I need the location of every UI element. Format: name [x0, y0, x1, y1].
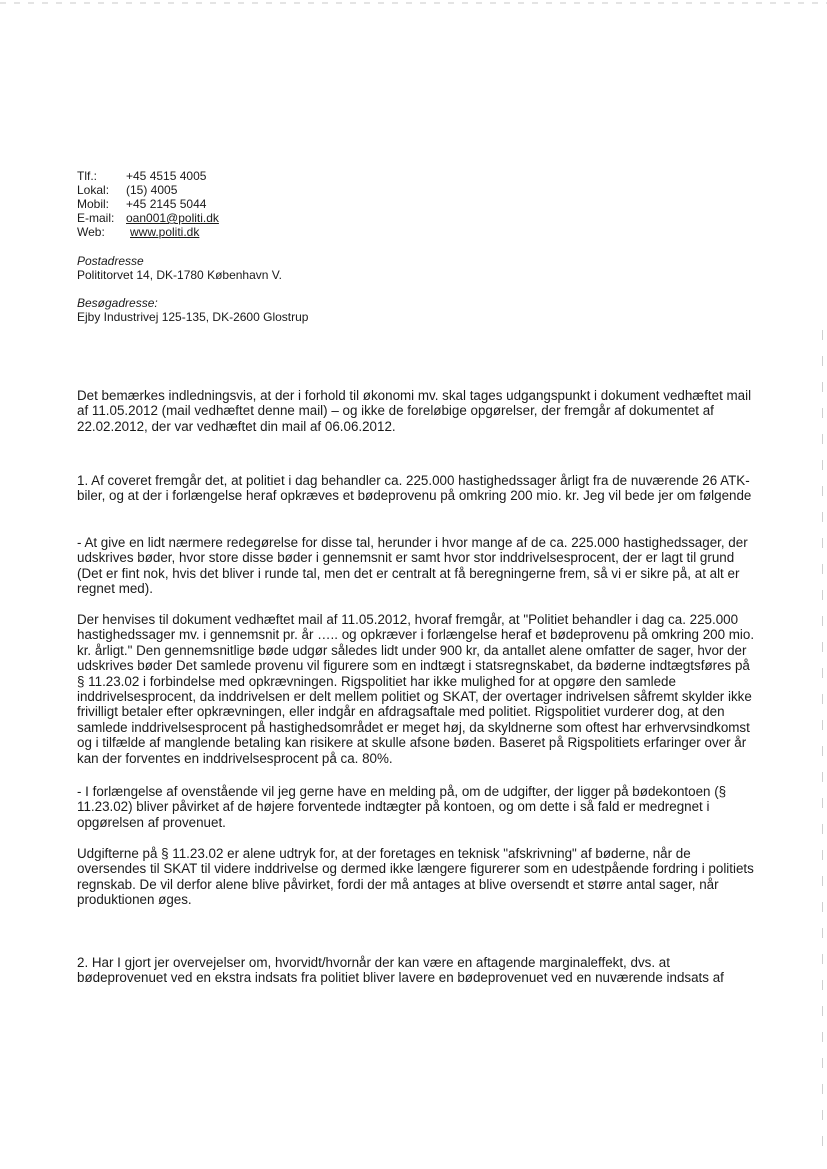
contact-row-mobil: [77, 197, 219, 211]
postal-address-label: Postadresse: [77, 254, 144, 268]
scan-artifact-right-edge: [822, 330, 823, 1150]
web-link[interactable]: www.politi.dk: [130, 225, 200, 239]
postal-address-value: Polititorvet 14, DK-1780 København V.: [77, 268, 283, 282]
lokal-label: Lokal:: [77, 183, 110, 197]
scan-artifact-top: [0, 2, 827, 4]
tlf-label: Tlf.:: [77, 169, 97, 183]
email-label: E-mail:: [77, 211, 115, 225]
intro-paragraph: [77, 388, 757, 434]
email-value-wrapper: [126, 211, 219, 225]
visit-address-block: [77, 296, 308, 324]
contact-row-web: [77, 225, 219, 239]
question-1-paragraph: [77, 473, 757, 504]
request-paragraph: [77, 535, 757, 597]
visit-address-label: Besøgadresse:: [77, 296, 158, 310]
postal-address-block: [77, 254, 282, 282]
paragraph-4: Der henvises til dokument vedhæftet mail af 11.05.2012, hvoraf fremgår, at "Politiet behandler i dag ca. 225.000 hastighedssager mv. i gennemsnit pr. år ….. og opkræver i forlængelse heraf et bødeprovenu på omkring 200 mio. kr. årligt." Den gennemsnitlige bøde udgør således lidt under 900 kr, da antallet alene omfatter de sager, hvor der udskrives bøder Det samlede provenu vil figurere som en indtægt i statsregnskabet, da bøderne indtægtsføres på § 11.23.02 i forbindelse med opkrævningen. Rigspolitiet har ikke mulighed for at opgøre den samlede inddrivelsesprocent, da inddrivelsen er delt mellem politiet og SKAT, der overtager indrivelsen såfremt skylder ikke frivilligt betaler efter opkrævningen, eller indgår en afdragsaftale med politiet. Rigspolitiet vurderer dog, at den samlede inddrivelsesprocent på hastighedsområdet er meget høj, da skyldnerne som oftest har erhvervsindkomst og i tilfælde af manglende betaling kan risikere at skulle afsone bøden. Baseret på Rigspolitiets erfaringer over år kan der forventes en inddrivelsesprocent på ca. 80%.: [77, 612, 755, 766]
tlf-value: +45 4515 4005: [126, 169, 207, 183]
followup-paragraph: [77, 784, 757, 830]
contact-row-email: [77, 211, 219, 225]
paragraph-7: 2. Har I gjort jer overvejelser om, hvorvidt/hvornår der kan være en aftagende marginaleffekt, dvs. at bødeprovenuet ved en ekstra indsats fra politiet bliver lavere en bødeprovenuet ved en nuværende indsats af: [77, 955, 724, 986]
lokal-value: (15) 4005: [126, 183, 178, 197]
paragraph-3: - At give en lidt nærmere redegørelse for disse tal, herunder i hvor mange af de ca. 225.000 hastighedssager, der udskrives bøder, hvor store disse bøder i gennemsnit er samt hvor stor inddrivelsesprocent, der er lagt til grund (Det er fint nok, hvis det bliver i runde tal, men det er centralt at få beregningerne frem, så vi er sikre på, at alt er regnet med).: [77, 535, 748, 597]
mobil-label: Mobil:: [77, 197, 110, 211]
contact-row-tlf: [77, 169, 219, 183]
question-2-paragraph: [77, 955, 757, 986]
paragraph-1: Det bemærkes indledningsvis, at der i forhold til økonomi mv. skal tages udgangspunkt i dokument vedhæftet mail af 11.05.2012 (mail vedhæftet denne mail) – og ikke de foreløbige opgørelser, der fremgår af dokumentet af 22.02.2012, der var vedhæftet din mail af 06.06.2012.: [77, 388, 752, 434]
contact-row-lokal: [77, 183, 219, 197]
web-value-wrapper: [126, 225, 199, 239]
visit-address-value: Ejby Industrivej 125-135, DK-2600 Glostrup: [77, 310, 309, 324]
mobil-value: +45 2145 5044: [126, 197, 207, 211]
paragraph-5: - I forlængelse af ovenstående vil jeg gerne have en melding på, om de udgifter, der ligger på bødekontoen (§ 11.23.02) bliver påvirket af de højere forventede indtægter på kontoen, og om dette i så fald er medregnet i opgørelsen af provenuet.: [77, 784, 727, 830]
paragraph-6: Udgifterne på § 11.23.02 er alene udtryk for, at der foretages en teknisk "afskrivning" af bøderne, når de oversendes til SKAT til videre inddrivelse og dermed ikke længere figurerer som en udestpående fordring i politiets regnskab. De vil derfor alene blive påvirket, fordi der må antages at blive oversendt et større antal sager, når produktionen øges.: [77, 846, 754, 908]
email-link[interactable]: oan001@politi.dk: [126, 211, 219, 225]
paragraph-2: 1. Af coveret fremgår det, at politiet i dag behandler ca. 225.000 hastighedssager årligt fra de nuværende 26 ATK-biler, og at der i forlængelse heraf opkræves et bødeprovenu på omkring 200 mio. kr. Jeg vil bede jer om følgende: [77, 473, 752, 504]
contact-block: [77, 169, 219, 239]
answer-2-paragraph: [77, 846, 757, 908]
web-label: Web:: [77, 225, 105, 239]
answer-1-paragraph: [77, 612, 757, 766]
